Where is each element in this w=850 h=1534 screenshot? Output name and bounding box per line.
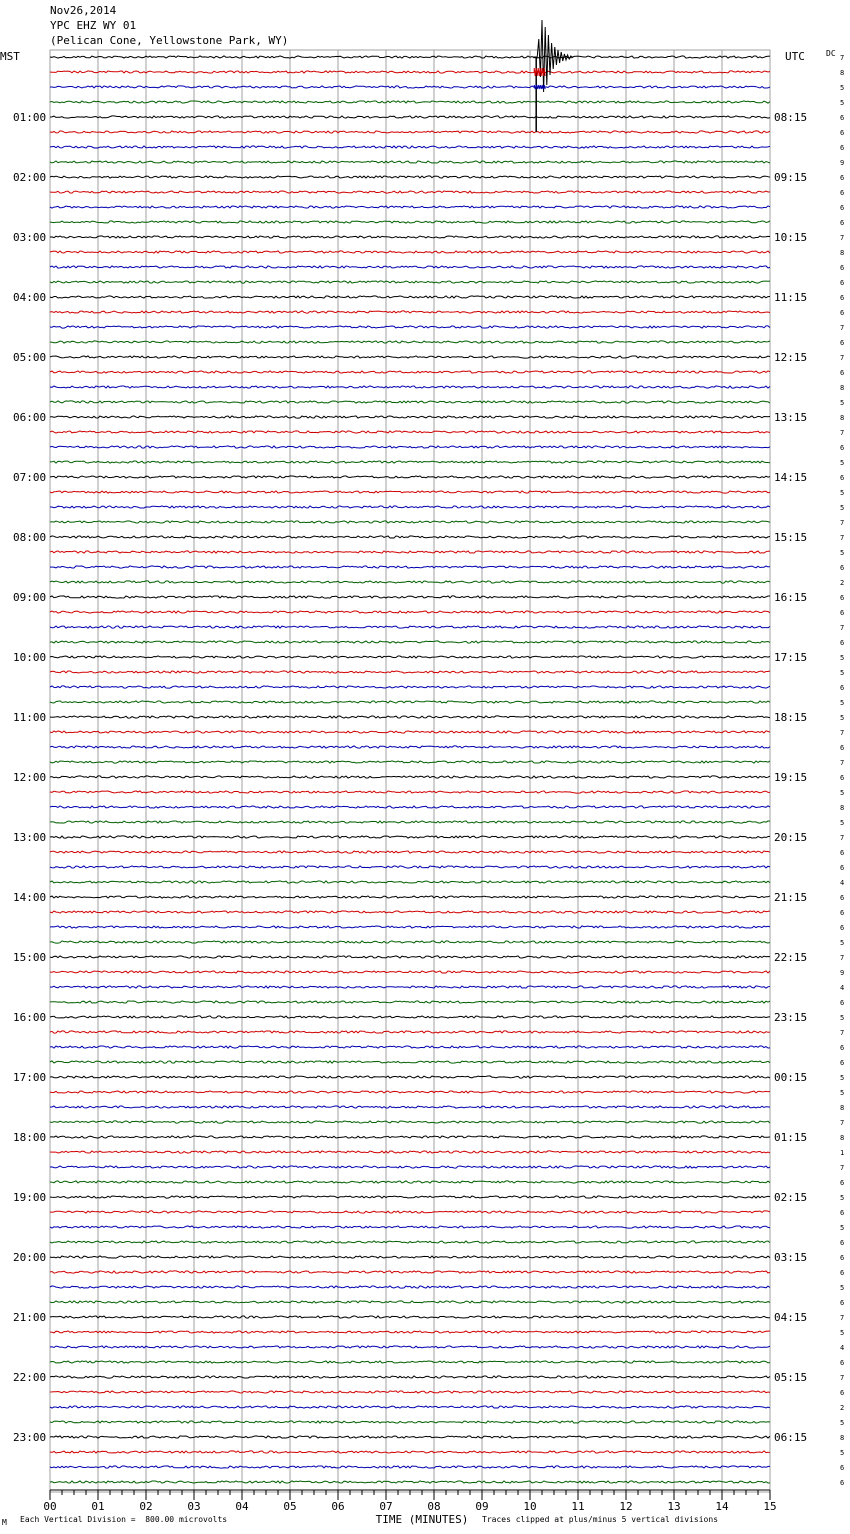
x-tick-label: 00 [43, 1500, 57, 1513]
dc-offset-label: 6 [840, 1359, 845, 1367]
dc-offset-label: 6 [840, 114, 845, 122]
dc-offset-label: 6 [840, 1464, 845, 1472]
trace-line [50, 611, 770, 613]
dc-offset-label: 6 [840, 864, 845, 872]
right-time-label: 23:15 [774, 1011, 808, 1024]
trace-line [50, 716, 770, 718]
right-time-label: 01:15 [774, 1131, 808, 1144]
dc-offset-label: 6 [840, 1269, 845, 1277]
trace-line [50, 1196, 770, 1198]
dc-offset-label: 6 [840, 894, 845, 902]
dc-offset-label: 5 [840, 939, 845, 947]
trace-line [50, 1466, 770, 1468]
trace-line [50, 746, 770, 748]
trace-line [50, 86, 770, 88]
right-time-label: 08:15 [774, 111, 808, 124]
dc-offset-label: 6 [840, 309, 845, 317]
right-time-label: 12:15 [774, 351, 808, 364]
left-time-label: 12:00 [13, 771, 47, 784]
trace-line [50, 1226, 770, 1228]
dc-offset-label: 6 [840, 1179, 845, 1187]
trace-line [50, 56, 770, 58]
trace-line [50, 851, 770, 853]
dc-offset-label: 7 [840, 1374, 845, 1382]
x-tick-label: 14 [715, 1500, 729, 1513]
trace-line [50, 596, 770, 598]
trace-line [50, 1286, 770, 1288]
right-zone-label: UTC [785, 50, 805, 63]
trace-line [50, 1451, 770, 1453]
dc-offset-label: 6 [840, 609, 845, 617]
trace-line [50, 116, 770, 118]
dc-offset-label: 5 [840, 714, 845, 722]
dc-offset-label: 5 [840, 1194, 845, 1202]
dc-offset-label: 4 [840, 1344, 845, 1352]
right-time-label: 11:15 [774, 291, 808, 304]
x-tick-label: 01 [91, 1500, 105, 1513]
left-time-label: 02:00 [13, 171, 47, 184]
dc-offset-label: 7 [840, 519, 845, 527]
trace-line [50, 1256, 770, 1258]
dc-offset-label: 6 [840, 1389, 845, 1397]
dc-offset-label: 7 [840, 759, 845, 767]
trace-line [50, 491, 770, 493]
dc-offset-label: 5 [840, 1449, 845, 1457]
trace-line [50, 1181, 770, 1183]
dc-offset-label: 6 [840, 219, 845, 227]
right-time-label: 04:15 [774, 1311, 808, 1324]
x-tick-label: 08 [427, 1500, 441, 1513]
right-time-label: 13:15 [774, 411, 808, 424]
trace-line [50, 446, 770, 448]
dc-offset-label: 5 [840, 789, 845, 797]
trace-line [50, 1061, 770, 1063]
trace-line [50, 941, 770, 943]
dc-offset-label: 6 [840, 369, 845, 377]
trace-line [50, 1211, 770, 1213]
left-time-label: 17:00 [13, 1071, 47, 1084]
dc-offset-label: 6 [840, 684, 845, 692]
trace-line [50, 1481, 770, 1483]
dc-offset-label: 7 [840, 1119, 845, 1127]
dc-offset-label: 7 [840, 729, 845, 737]
dc-offset-label: 8 [840, 384, 845, 392]
trace-line [50, 461, 770, 463]
dc-offset-label: 6 [840, 189, 845, 197]
trace-line [50, 701, 770, 703]
x-tick-label: 04 [235, 1500, 249, 1513]
trace-line [50, 401, 770, 403]
dc-offset-label: 5 [840, 99, 845, 107]
trace-line [50, 476, 770, 478]
x-tick-label: 05 [283, 1500, 297, 1513]
left-time-label: 09:00 [13, 591, 47, 604]
header-station: YPC EHZ WY 01 [50, 19, 137, 32]
trace-line [50, 236, 770, 238]
right-time-label: 02:15 [774, 1191, 808, 1204]
dc-offset-label: 6 [840, 1209, 845, 1217]
left-time-label: 04:00 [13, 291, 47, 304]
trace-line [50, 1436, 770, 1438]
x-tick-label: 15 [763, 1500, 777, 1513]
dc-offset-label: 8 [840, 249, 845, 257]
trace-line [50, 1136, 770, 1138]
dc-offset-label: 6 [840, 129, 845, 137]
trace-line [50, 1046, 770, 1048]
dc-offset-label: 7 [840, 1314, 845, 1322]
trace-line [50, 311, 770, 313]
dc-offset-label: 4 [840, 984, 845, 992]
trace-line [50, 731, 770, 733]
trace-line [50, 1391, 770, 1393]
x-tick-label: 11 [571, 1500, 585, 1513]
dc-offset-label: 9 [840, 969, 845, 977]
dc-offset-label: 5 [840, 84, 845, 92]
trace-line [50, 1361, 770, 1363]
dc-offset-label: 8 [840, 69, 845, 77]
trace-line [50, 326, 770, 328]
dc-offset-label: 6 [840, 474, 845, 482]
dc-offset-label: 8 [840, 804, 845, 812]
left-time-label: 08:00 [13, 531, 47, 544]
dc-offset-label: 5 [840, 459, 845, 467]
dc-offset-label: 7 [840, 954, 845, 962]
dc-offset-label: 8 [840, 1434, 845, 1442]
dc-offset-label: 5 [840, 1224, 845, 1232]
dc-offset-label: 8 [840, 1134, 845, 1142]
trace-line [50, 416, 770, 418]
trace-line [50, 161, 770, 163]
dc-offset-label: 6 [840, 639, 845, 647]
dc-offset-label: 6 [840, 1059, 845, 1067]
dc-offset-label: 5 [840, 1089, 845, 1097]
x-tick-label: 02 [139, 1500, 153, 1513]
trace-line [50, 1376, 770, 1378]
trace-line [50, 521, 770, 523]
dc-offset-label: 5 [840, 1329, 845, 1337]
trace-line [50, 656, 770, 658]
dc-offset-label: 6 [840, 339, 845, 347]
dc-offset-label: 5 [840, 399, 845, 407]
left-time-label: 15:00 [13, 951, 47, 964]
x-tick-label: 10 [523, 1500, 537, 1513]
trace-line [50, 1151, 770, 1153]
dc-offset-label: 5 [840, 1284, 845, 1292]
trace-line [50, 566, 770, 568]
dc-offset-label: 5 [840, 504, 845, 512]
dc-offset-label: 7 [840, 234, 845, 242]
trace-line [50, 956, 770, 958]
dc-offset-label: 7 [840, 54, 845, 62]
x-tick-label: 03 [187, 1500, 201, 1513]
left-time-label: 19:00 [13, 1191, 47, 1204]
x-tick-label: 06 [331, 1500, 345, 1513]
trace-line [50, 1346, 770, 1348]
dc-offset-label: 6 [840, 849, 845, 857]
dc-offset-label: 7 [840, 534, 845, 542]
dc-offset-label: 6 [840, 594, 845, 602]
trace-line [50, 671, 770, 673]
trace-line [50, 71, 770, 73]
trace-line [50, 371, 770, 373]
trace-line [50, 1331, 770, 1333]
trace-line [50, 506, 770, 508]
trace-line [50, 206, 770, 208]
right-time-label: 14:15 [774, 471, 808, 484]
trace-line [50, 1316, 770, 1318]
trace-line [50, 971, 770, 973]
trace-line [50, 1031, 770, 1033]
left-time-label: 13:00 [13, 831, 47, 844]
right-time-label: 15:15 [774, 531, 808, 544]
left-time-label: 18:00 [13, 1131, 47, 1144]
left-time-label: 23:00 [13, 1431, 47, 1444]
trace-line [50, 386, 770, 388]
right-time-label: 05:15 [774, 1371, 808, 1384]
trace-line [50, 581, 770, 583]
dc-offset-label: 5 [840, 699, 845, 707]
dc-offset-label: 6 [840, 999, 845, 1007]
dc-offset-label: 7 [840, 429, 845, 437]
trace-line [50, 806, 770, 808]
left-time-label: 10:00 [13, 651, 47, 664]
trace-line [50, 551, 770, 553]
dc-offset-label: 6 [840, 744, 845, 752]
trace-line [50, 1271, 770, 1273]
dc-offset-label: 6 [840, 204, 845, 212]
trace-line [50, 776, 770, 778]
right-time-label: 10:15 [774, 231, 808, 244]
left-time-label: 21:00 [13, 1311, 47, 1324]
trace-line [50, 251, 770, 253]
trace-line [50, 761, 770, 763]
trace-line [50, 791, 770, 793]
trace-line [50, 926, 770, 928]
left-time-label: 22:00 [13, 1371, 47, 1384]
dc-offset-label: 7 [840, 834, 845, 842]
dc-offset-label: 6 [840, 174, 845, 182]
dc-offset-label: 7 [840, 1029, 845, 1037]
trace-line [50, 176, 770, 178]
dc-offset-label: 5 [840, 1074, 845, 1082]
dc-offset-label: 6 [840, 774, 845, 782]
trace-line [50, 626, 770, 628]
trace-line [50, 356, 770, 358]
dc-offset-label: 5 [840, 549, 845, 557]
trace-line [50, 1421, 770, 1423]
trace-line [50, 101, 770, 103]
left-zone-label: MST [0, 50, 20, 63]
dc-offset-label: 8 [840, 414, 845, 422]
dc-offset-label: 6 [840, 264, 845, 272]
right-time-label: 03:15 [774, 1251, 808, 1264]
dc-offset-label: 6 [840, 1044, 845, 1052]
trace-line [50, 281, 770, 283]
trace-line [50, 686, 770, 688]
trace-line [50, 536, 770, 538]
right-time-label: 06:15 [774, 1431, 808, 1444]
trace-line [50, 896, 770, 898]
dc-offset-label: 7 [840, 354, 845, 362]
trace-line [50, 986, 770, 988]
left-time-label: 07:00 [13, 471, 47, 484]
left-time-label: 14:00 [13, 891, 47, 904]
dc-offset-label: 6 [840, 1479, 845, 1487]
dc-offset-label: 2 [840, 1404, 845, 1412]
dc-offset-label: 1 [840, 1149, 845, 1157]
trace-line [50, 296, 770, 298]
event-waveform-tail [534, 85, 545, 89]
dc-offset-label: 6 [840, 909, 845, 917]
trace-line [50, 341, 770, 343]
right-time-label: 09:15 [774, 171, 808, 184]
trace-line [50, 1106, 770, 1108]
dc-offset-label: 8 [840, 1104, 845, 1112]
left-time-label: 03:00 [13, 231, 47, 244]
scale-note: Each Vertical Division = 800.00 microvolts [20, 1515, 228, 1524]
right-time-label: 00:15 [774, 1071, 808, 1084]
dc-offset-label: 7 [840, 624, 845, 632]
trace-line [50, 1001, 770, 1003]
dc-offset-label: 5 [840, 819, 845, 827]
left-time-label: 20:00 [13, 1251, 47, 1264]
trace-line [50, 821, 770, 823]
trace-line [50, 1091, 770, 1093]
trace-line [50, 431, 770, 433]
trace-line [50, 266, 770, 268]
left-time-label: 16:00 [13, 1011, 47, 1024]
dc-offset-label: 2 [840, 579, 845, 587]
right-time-label: 21:15 [774, 891, 808, 904]
trace-line [50, 1241, 770, 1243]
dc-offset-label: 5 [840, 489, 845, 497]
trace-line [50, 1016, 770, 1018]
left-time-label: 11:00 [13, 711, 47, 724]
right-time-label: 17:15 [774, 651, 808, 664]
x-tick-label: 07 [379, 1500, 393, 1513]
event-waveform-tail [534, 68, 545, 76]
dc-offset-label: 6 [840, 924, 845, 932]
trace-line [50, 1121, 770, 1123]
dc-offset-label: 5 [840, 654, 845, 662]
right-time-label: 20:15 [774, 831, 808, 844]
dc-offset-label: 7 [840, 324, 845, 332]
dc-offset-label: 6 [840, 1254, 845, 1262]
x-axis-label: TIME (MINUTES) [375, 1513, 469, 1526]
trace-line [50, 911, 770, 913]
trace-line [50, 1166, 770, 1168]
dc-offset-label: 6 [840, 144, 845, 152]
dc-offset-label: 6 [840, 1299, 845, 1307]
trace-line [50, 1076, 770, 1078]
x-tick-label: 09 [475, 1500, 489, 1513]
dc-offset-label: 9 [840, 159, 845, 167]
right-time-label: 22:15 [774, 951, 808, 964]
trace-line [50, 866, 770, 868]
x-tick-label: 12 [619, 1500, 633, 1513]
dc-offset-label: 4 [840, 879, 845, 887]
dc-offset-label: 6 [840, 564, 845, 572]
dc-offset-label: 7 [840, 1164, 845, 1172]
trace-line [50, 836, 770, 838]
left-time-label: 06:00 [13, 411, 47, 424]
dc-offset-label: 6 [840, 444, 845, 452]
dc-offset-label: 5 [840, 1419, 845, 1427]
trace-line [50, 191, 770, 193]
trace-line [50, 881, 770, 883]
x-tick-label: 13 [667, 1500, 681, 1513]
dc-offset-label: 5 [840, 1014, 845, 1022]
header-date: Nov26,2014 [50, 4, 117, 17]
dc-offset-label: 5 [840, 669, 845, 677]
trace-line [50, 146, 770, 148]
event-waveform [533, 20, 572, 92]
left-time-label: 05:00 [13, 351, 47, 364]
trace-line [50, 1406, 770, 1408]
trace-line [50, 221, 770, 223]
trace-line [50, 641, 770, 643]
dc-label: DC [826, 49, 836, 58]
left-time-label: 01:00 [13, 111, 47, 124]
clip-note: Traces clipped at plus/minus 5 vertical divisions [482, 1515, 719, 1524]
header-location: (Pelican Cone, Yellowstone Park, WY) [50, 34, 289, 47]
dc-offset-label: 6 [840, 1239, 845, 1247]
right-time-label: 19:15 [774, 771, 808, 784]
trace-line [50, 131, 770, 133]
corner-mark: M [2, 1518, 7, 1527]
right-time-label: 16:15 [774, 591, 808, 604]
right-time-label: 18:15 [774, 711, 808, 724]
dc-offset-label: 6 [840, 294, 845, 302]
trace-line [50, 1301, 770, 1303]
dc-offset-label: 6 [840, 279, 845, 287]
